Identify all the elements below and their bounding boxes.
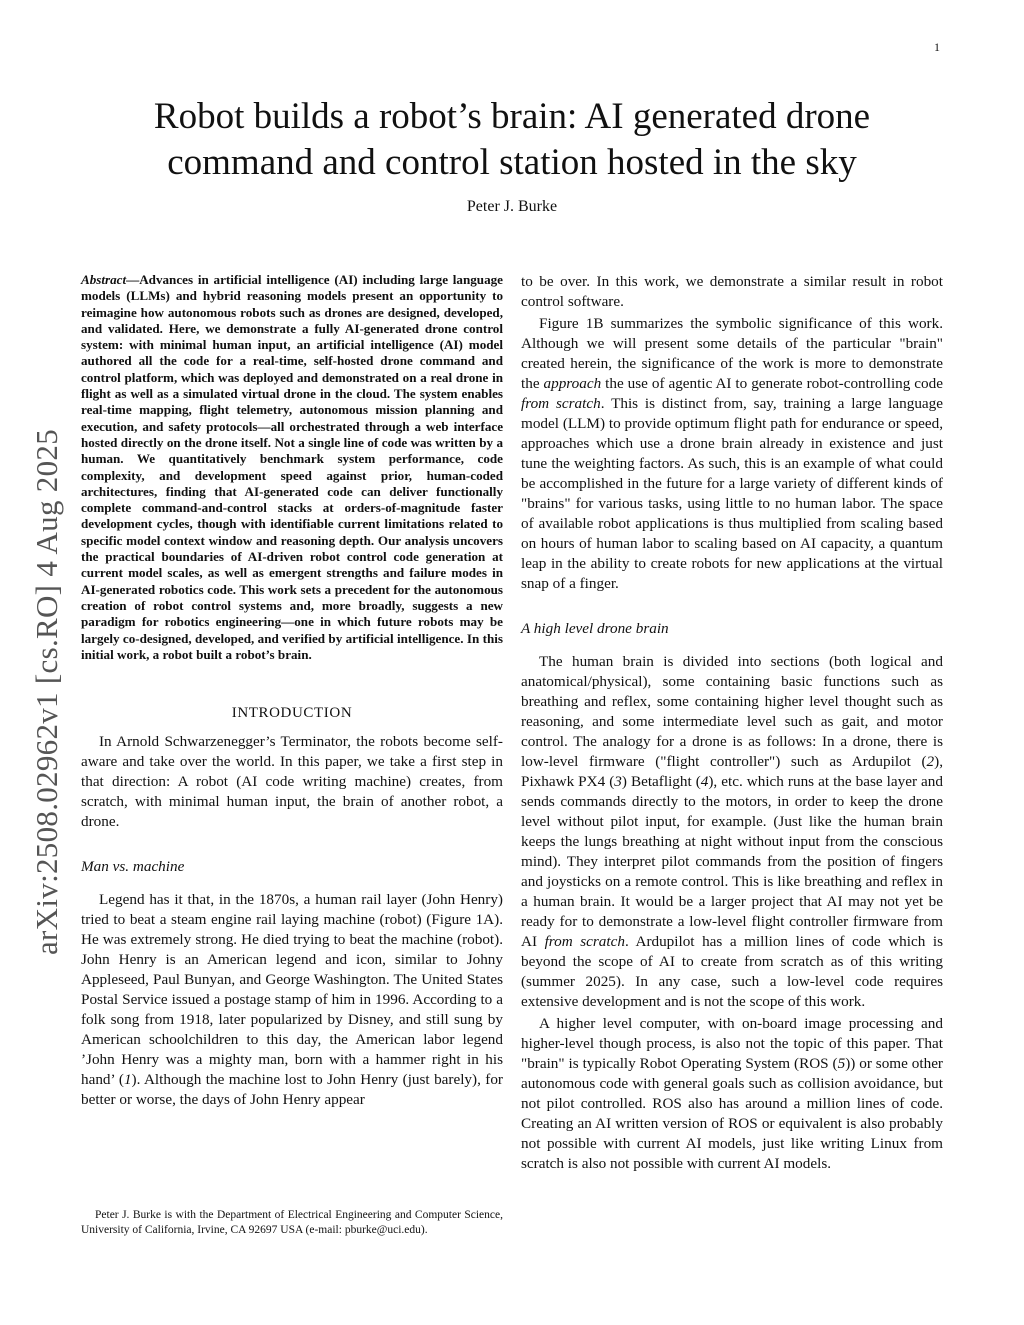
figure-1b-paragraph (521, 314, 943, 594)
citation-ref[interactable]: 5 (837, 1055, 846, 1072)
citation-ref[interactable]: 2 (926, 753, 935, 770)
emphasis: approach (543, 375, 602, 392)
paragraph-text: ). Although the machine lost to John Henry (just barely), for better or worse, the days of John Henry appear (81, 1071, 503, 1109)
paragraph-text: ) Betaflight ( (621, 773, 701, 790)
citation-ref[interactable]: 4 (700, 773, 709, 790)
author: Peter J. Burke (466, 198, 558, 215)
drone-brain-heading: A high level drone brain (521, 620, 669, 637)
emphasis: from scratch (521, 395, 601, 412)
drone-brain-paragraph-2 (521, 1014, 943, 1174)
left-column (81, 272, 503, 1112)
paragraph-text: the use of agentic AI to generate robot-controlling code (601, 375, 943, 392)
abstract-label: Abstract (81, 272, 127, 287)
paragraph-text: ), etc. which runs at the base layer and sends commands directly to the motors, in order to keep the drone level without pilot input, for example. (Just like the human brain keeps the lungs breathing at night without input from the conscious mind). They interpret pilot commands from the position of fingers and joysticks on a remote control. This is like breathing and reflex in a human brain. It would be a larger project that AI may not yet be ready for to demonstrate a low-level flight controller firmware from AI (521, 773, 943, 950)
man-vs-machine-paragraph (81, 890, 503, 1110)
paragraph-text: . Ardupilot has a million lines of code which is beyond the scope of AI to create from scratch as of this writing (summer 2025). In any case, such a low-level code requires extensive development and is not the scope of this work. (521, 933, 943, 1010)
paragraph-text: Legend has it that, in the 1870s, a human rail layer (John Henry) tried to beat a steam engine rail laying machine (robot) (Figure 1A). He was extremely strong. He died trying to beat the machine (robot). John Henry is an American legend and icon, similar to Johny Appleseed, Paul Bunyan, and George Washington. The United States Postal Service issued a postage stamp of him in 1996. According to a folk song from 1918, later popularized by Disney, and still sung by American schoolchildren to this day, the American labor legend ’John Henry was a mighty man, born with a hammer right in his hand’ ( (81, 891, 503, 1089)
paragraph-text: A higher level computer, with on-board image processing and higher-level though process, is also not the topic of this paper. That "brain" is typically Robot Operating System (ROS ( (521, 1015, 943, 1072)
page-number: 1 (934, 40, 940, 54)
paper-title: Robot builds a robot’s brain: AI generated drone command and control station hosted in the sky (153, 96, 871, 183)
paragraph-text: )) or some other autonomous code with general goals such as collision avoidance, but not pilot controlled. ROS also has around a million lines of code. Creating an AI written version of ROS or equivalent is also probably not possible with current AI models, just like writing Linux from scratch is also not possible with current AI models. (521, 1055, 943, 1172)
citation-ref[interactable]: 3 (614, 773, 622, 790)
right-column (521, 272, 943, 1176)
man-vs-machine-heading: Man vs. machine (81, 858, 185, 876)
emphasis: from scratch (544, 933, 625, 950)
citation-ref[interactable]: 1 (123, 1071, 132, 1089)
introduction-heading: INTRODUCTION (231, 705, 353, 722)
paragraph-text: The human brain is divided into sections (both logical and anatomical/physical), some containing basic functions such as breathing and reflex, some containing higher level thought such as reasoning, and some intermediate level such as gait, and motor control. The analogy for a drone is as follows: In a drone, there is low-level firmware ("flight controller") such as Ardupilot ( (521, 653, 943, 770)
arxiv-identifier[interactable]: arXiv:2508.02962v1 [cs.RO] 4 Aug 2025 (29, 428, 64, 955)
man-vs-machine-continuation: to be over. In this work, we demonstrate a similar result in robot control software. (521, 273, 943, 310)
author-footnote: Peter J. Burke is with the Department of Electrical Engineering and Computer Science, University of California, Irvine, CA 92697 USA (e-mail: pburke@uci.edu). (81, 1209, 503, 1236)
abstract (81, 272, 503, 663)
paragraph-text: . This is distinct from, say, training a large language model (LLM) to provide optimum flight path for endurance or speed, approaches which use a drone brain already in existence and just tune the weighting factors. As such, this is an example of what could be accomplished in the future for a large variety of different kinds of "brains" for various tasks, using little to no human labor. The space of available robot applications is thus multiplied from scaling based on hours of human labor to scaling based on AI capacity, a quantum leap in the ability to create robots for new applications at the virtual snap of a finger. (521, 395, 944, 592)
paragraph-text: ), Pixhawk PX4 ( (521, 753, 943, 790)
paragraph-text: Figure 1B summarizes the symbolic significance of this work. Although we will present some details of the particular "brain" created herein, the significance of the work is more to demonstrate the (521, 315, 943, 392)
introduction-paragraph: In Arnold Schwarzenegger’s Terminator, the robots become self-aware and take over the world. In this paper, we take a first step in that direction: A robot (AI code writing machine) creates, from scratch, with minimal human input, the brain of another robot, a drone. (81, 733, 503, 831)
drone-brain-paragraph-1 (521, 652, 943, 1012)
abstract-text: —Advances in artificial intelligence (AI) including large language models (LLMs) and hybrid reasoning models present an opportunity to reimagine how autonomous robots such as drones are designed, developed, and validated. Here, we demonstrate a fully AI-generated drone control system: with minimal human input, an artificial intelligence (AI) model authored all the code for a real-time, self-hosted drone command and control platform, which was deployed and demonstrated on a real drone in flight as well as a simulated virtual drone in the cloud. The system enables real-time mapping, flight telemetry, autonomous mission planning and execution, and safety protocols—all orchestrated through a web interface hosted directly on the drone itself. Not a single line of code was written by a human. We quantitatively benchmark system performance, code complexity, and development speed against prior, human-coded architectures, finding that AI-generated code can deliver functionally complete command-and-control stacks at orders-of-magnitude faster development cycles, though with identifiable current limitations related to specific model context window and reasoning depth. Our analysis uncovers the practical boundaries of AI-driven robot control code generation at current model scales, as well as emergent strengths and failure modes in AI-generated robotics code. This work sets a precedent for the autonomous creation of robot control systems and, more broadly, suggests a new paradigm for robotics engineering—one in which future robots may be largely co-designed, developed, and verified by artificial intelligence. In this initial work, a robot built a robot’s brain. (81, 272, 503, 662)
